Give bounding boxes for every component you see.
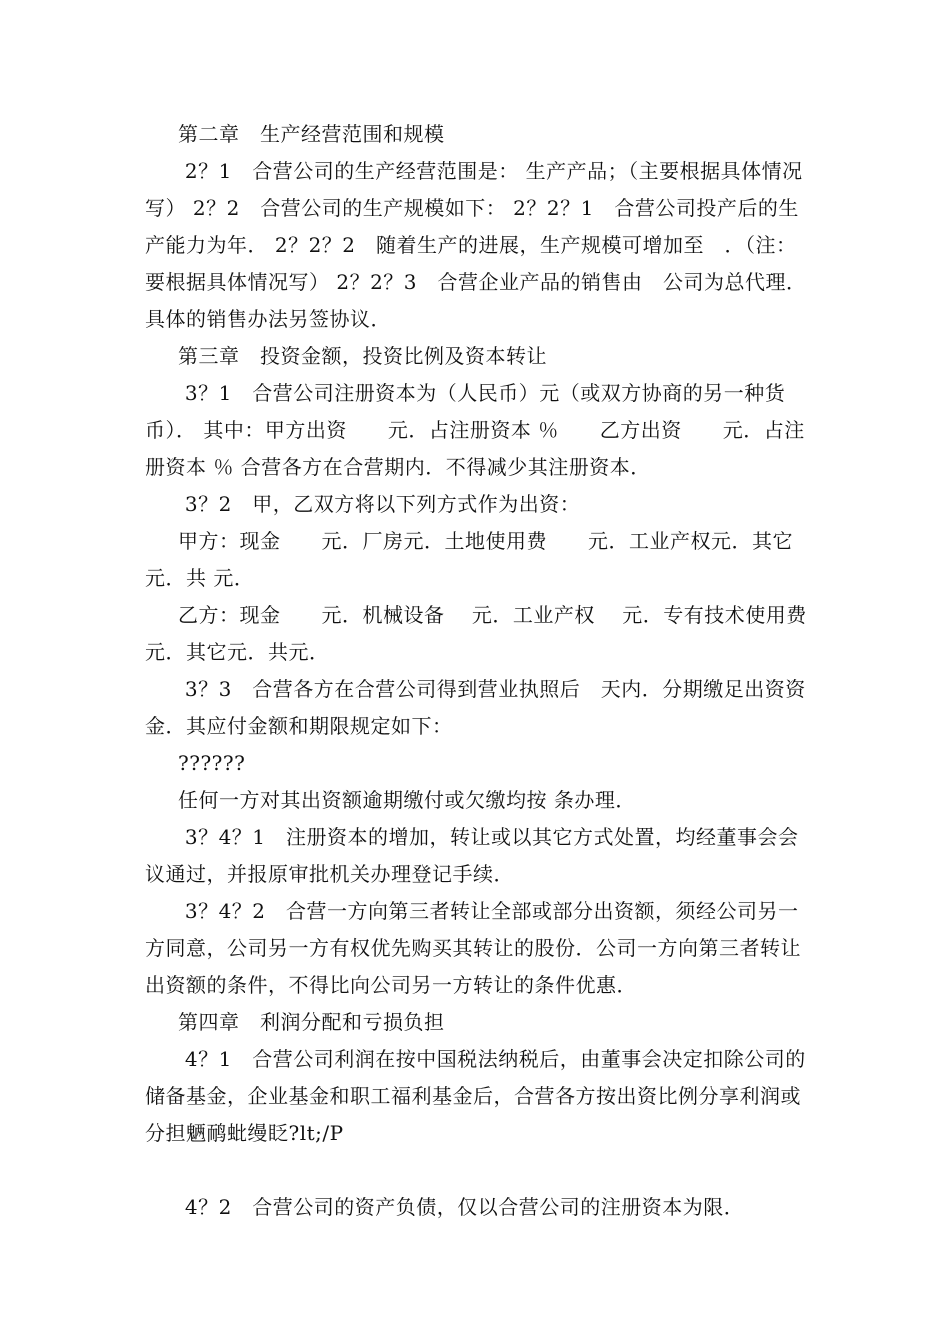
blank-line	[145, 1152, 810, 1189]
chapter-2-heading: 第二章 生产经营范围和规模	[178, 122, 445, 146]
paragraph-4-1: 4？1 合营公司利润在按中国税法纳税后，由董事会决定扣除公司的储备基金，企业基金和职工福利基金后，合营各方按出资比例分享利润或分担魉鸸蚍缦眨?lt;/P	[145, 1047, 806, 1145]
paragraph-overdue: 任何一方对其出资额逾期缴付或欠缴均按 条办理．	[178, 788, 636, 812]
paragraph-3-4-2: 3？4？2 合营一方向第三者转让全部或部分出资额，须经公司另一方同意，公司另一方有权优先购买其转让的股份．公司一方向第三者转让出资额的条件，不得比向公司另一方转让的条件优惠．	[145, 899, 801, 997]
paragraph-2-1: 2？1 合营公司的生产经营范围是： 生产产品；（主要根据具体情况写） 2？2 合营公司的生产规模如下： 2？2？1 合营公司投产后的生产能力为年． 2？2？2 随着生产的进展，生产规模可增加至 ．（注： 要根据具体情况写） 2？2？3 合营企业产品的销售由 公司为总代理．具体的销售办法另签协议．	[145, 159, 808, 331]
paragraph-party-b: 乙方：现金 元．机械设备 元．工业产权 元．专有技术使用费 元．其它元．共元．	[145, 603, 828, 664]
paragraph-placeholder: ??????	[178, 751, 246, 775]
paragraph-3-3: 3？3 合营各方在合营公司得到营业执照后 天内．分期缴足出资资金．其应付金额和期限规定如下：	[145, 677, 806, 738]
document-body	[145, 116, 834, 1226]
paragraph-3-1: 3？1 合营公司注册资本为（人民币）元（或双方协商的另一种货币）． 其中：甲方出资 元．占注册资本 ％ 乙方出资 元．占注册资本 ％ 合营各方在合营期内．不得减少其注册资本．	[145, 381, 805, 479]
paragraph-party-a: 甲方：现金 元．厂房元．土地使用费 元．工业产权元．其它 元．共 元．	[145, 529, 834, 590]
paragraph-3-4-1: 3？4？1 注册资本的增加，转让或以其它方式处置，均经董事会会议通过，并报原审批机关办理登记手续．	[145, 825, 799, 886]
chapter-4-heading: 第四章 利润分配和亏损负担	[178, 1010, 445, 1034]
chapter-3-heading: 第三章 投资金额，投资比例及资本转让	[178, 344, 547, 368]
paragraph-4-2: 4？2 合营公司的资产负债，仅以合营公司的注册资本为限．	[178, 1195, 745, 1219]
paragraph-3-2: 3？2 甲，乙双方将以下列方式作为出资：	[178, 492, 581, 516]
